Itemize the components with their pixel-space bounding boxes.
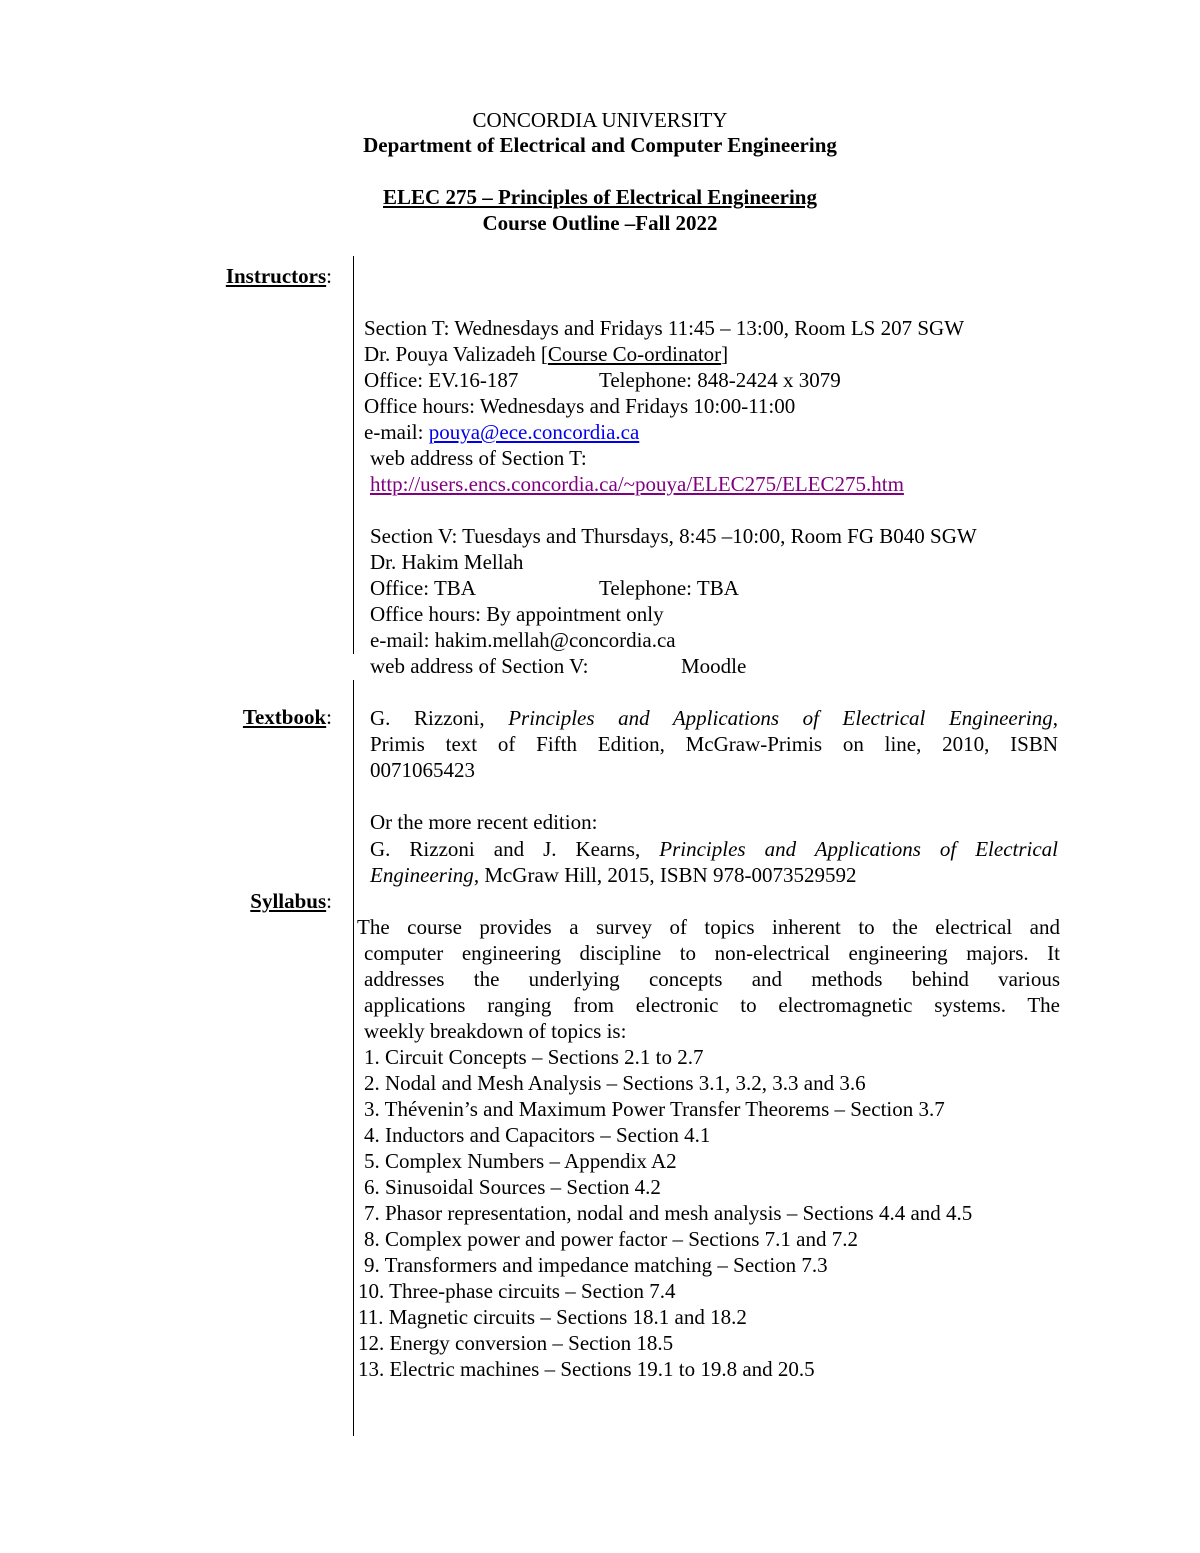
section-v-web-value: Moodle (681, 654, 747, 678)
section-v-telephone: Telephone: TBA (599, 576, 739, 600)
course-outline-title: Course Outline –Fall 2022 (482, 211, 718, 235)
syllabus-topic: 8. Complex power and power factor – Sections 7.1 and 7.2 (364, 1227, 858, 1251)
textbook-label: Textbook: (242, 705, 332, 729)
syllabus-topic: 11. Magnetic circuits – Sections 18.1 and 18.2 (358, 1305, 747, 1329)
syllabus-intro: The course provides a survey of topics inherent to the electrical and computer engineering discipline to non-electrical engineering majors. It addresses the underlying concepts and methods behind various applications ranging from electronic to electromagnetic systems. The weekly breakdown of topics is: (357, 915, 1060, 1043)
section-t-office-hours: Office hours: Wednesdays and Fridays 10:00-11:00 (364, 394, 796, 418)
syllabus-topic: 12. Energy conversion – Section 18.5 (358, 1331, 674, 1355)
syllabus-topic: 9. Transformers and impedance matching – Section 7.3 (364, 1253, 828, 1277)
textbook-primary: G. Rizzoni, Principles and Applications of Electrical Engineering, Primis text of Fifth Edition, McGraw-Primis on line, 2010, ISBN 0071065423 (370, 706, 1059, 782)
course-title: ELEC 275 – Principles of Electrical Engineering (383, 185, 817, 209)
section-v-email: e-mail: hakim.mellah@concordia.ca (370, 628, 676, 652)
section-t-office: Office: EV.16-187 (364, 368, 519, 392)
syllabus-topic: 2. Nodal and Mesh Analysis – Sections 3.1, 3.2, 3.3 and 3.6 (364, 1071, 866, 1095)
syllabus-topic: 13. Electric machines – Sections 19.1 to 19.8 and 20.5 (358, 1357, 815, 1381)
instructors-label: Instructors: (225, 264, 332, 288)
section-t-email: e-mail: pouya@ece.concordia.ca (364, 420, 640, 444)
section-v-office: Office: TBA (370, 576, 476, 600)
syllabus-topic: 4. Inductors and Capacitors – Section 4.1 (364, 1123, 711, 1147)
section-t-web-label: web address of Section T: (370, 446, 587, 470)
section-v-schedule: Section V: Tuesdays and Thursdays, 8:45 –10:00, Room FG B040 SGW (370, 524, 977, 548)
syllabus-topic: 1. Circuit Concepts – Sections 2.1 to 2.7 (364, 1045, 704, 1069)
syllabus-topic: 3. Thévenin’s and Maximum Power Transfer Theorems – Section 3.7 (364, 1097, 945, 1121)
course-coordinator-role: Course Co-ordinator (547, 342, 722, 366)
column-divider-upper (353, 256, 354, 654)
section-v-office-hours: Office hours: By appointment only (370, 602, 664, 626)
column-divider-lower (353, 680, 354, 1436)
syllabus-topic: 7. Phasor representation, nodal and mesh analysis – Sections 4.4 and 4.5 (364, 1201, 973, 1225)
section-t-instructor: Dr. Pouya Valizadeh [Course Co-ordinator] (364, 342, 729, 366)
syllabus-topic: 6. Sinusoidal Sources – Section 4.2 (364, 1175, 661, 1199)
department-name: Department of Electrical and Computer Engineering (363, 133, 837, 157)
section-v-instructor: Dr. Hakim Mellah (370, 550, 524, 574)
section-t-schedule: Section T: Wednesdays and Fridays 11:45 – 13:00, Room LS 207 SGW (364, 316, 965, 340)
textbook-alternative-intro: Or the more recent edition: (370, 810, 598, 834)
syllabus-topic: 10. Three-phase circuits – Section 7.4 (358, 1279, 676, 1303)
section-t-telephone: Telephone: 848-2424 x 3079 (599, 368, 841, 392)
section-t-email-link[interactable]: pouya@ece.concordia.ca (428, 420, 640, 444)
textbook-alternative: G. Rizzoni and J. Kearns, Principles and Applications of Electrical Engineering, McGraw Hill, 2015, ISBN 978-0073529592 (370, 837, 1059, 887)
syllabus-topic: 5. Complex Numbers – Appendix A2 (364, 1149, 677, 1173)
syllabus-label: Syllabus: (250, 889, 332, 913)
section-v-web-label: web address of Section V: (370, 654, 589, 678)
section-t-web-link[interactable]: http://users.encs.concordia.ca/~pouya/ELEC275/ELEC275.htm (370, 472, 904, 496)
university-name: CONCORDIA UNIVERSITY (472, 108, 728, 132)
